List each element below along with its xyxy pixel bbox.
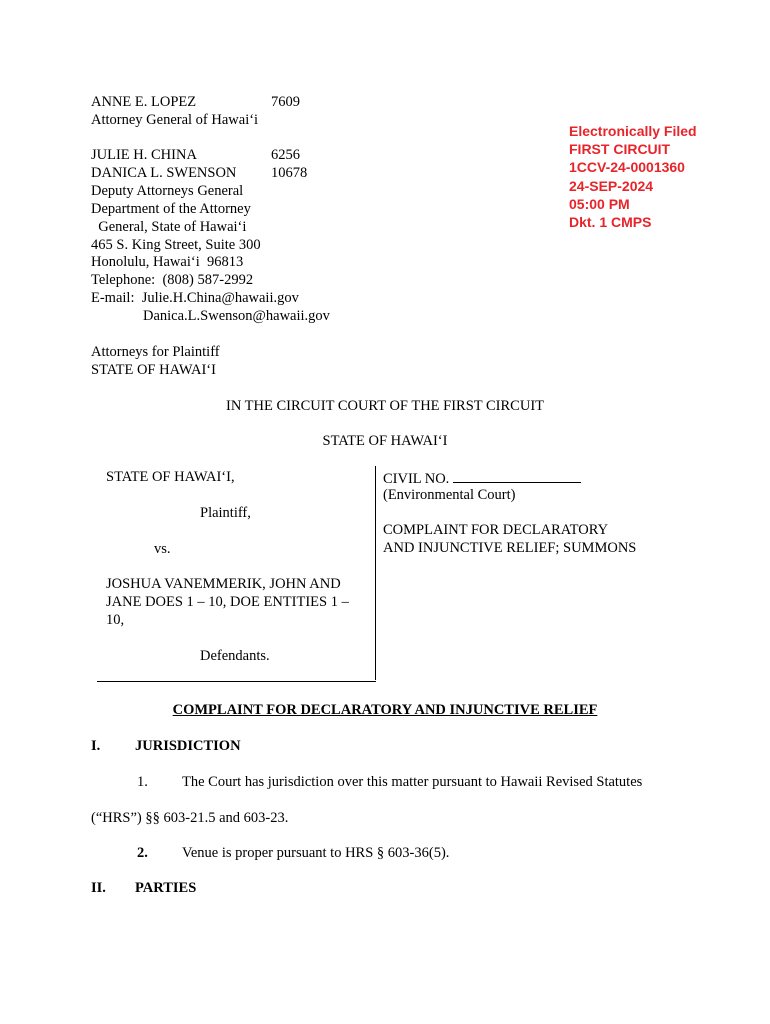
complaint-heading: COMPLAINT FOR DECLARATORY AND INJUNCTIVE RELIEF: [172, 702, 598, 718]
counsel-email-secondary[interactable]: Danica.L.Swenson@hawaii.gov: [143, 308, 330, 324]
section-number: II.: [91, 880, 106, 896]
document-title: COMPLAINT FOR DECLARATORY: [383, 522, 609, 538]
attorneys-for-party: STATE OF HAWAI‘I: [91, 362, 216, 378]
counsel-line: Department of the Attorney: [91, 201, 251, 217]
paragraph-number: 1.: [137, 774, 148, 790]
section-title: PARTIES: [135, 880, 197, 896]
electronic-filing-stamp: [569, 122, 697, 231]
caption-divider-horizontal: [97, 681, 376, 682]
document-title: AND INJUNCTIVE RELIEF; SUMMONS: [383, 540, 637, 556]
attorney-general-bar-number: 7609: [271, 94, 300, 110]
counsel-line: General, State of Hawai‘i: [91, 219, 247, 235]
paragraph-text: The Court has jurisdiction over this matter pursuant to Hawaii Revised Statutes: [182, 774, 643, 790]
caption-defendants: JOSHUA VANEMMERIK, JOHN AND: [106, 576, 341, 592]
deputy-name: DANICA L. SWENSON: [91, 165, 237, 181]
caption-plaintiff: STATE OF HAWAI‘I,: [106, 469, 235, 485]
paragraph-text: (“HRS”) §§ 603-21.5 and 603-23.: [91, 810, 289, 826]
caption-divider-vertical: [375, 466, 376, 680]
attorneys-for-label: Attorneys for Plaintiff: [91, 344, 220, 360]
counsel-line: Deputy Attorneys General: [91, 183, 244, 199]
stamp-docket: Dkt. 1 CMPS: [569, 214, 652, 231]
court-name: IN THE CIRCUIT COURT OF THE FIRST CIRCUIT: [225, 398, 545, 414]
deputy-bar-number: 10678: [271, 165, 308, 181]
stamp-case-number: 1CCV-24-0001360: [569, 159, 685, 176]
court-state: STATE OF HAWAI‘I: [322, 433, 448, 449]
counsel-city: Honolulu, Hawai‘i 96813: [91, 254, 244, 270]
stamp-time: 05:00 PM: [569, 195, 630, 212]
civil-number-blank: [453, 469, 581, 483]
caption-defendants: 10,: [106, 612, 125, 628]
counsel-address: 465 S. King Street, Suite 300: [91, 237, 261, 253]
section-number: I.: [91, 738, 101, 754]
stamp-line: FIRST CIRCUIT: [569, 141, 671, 158]
stamp-date: 24-SEP-2024: [569, 177, 654, 194]
caption-defendants-role: Defendants.: [200, 648, 270, 664]
paragraph-text: Venue is proper pursuant to HRS § 603-36(5).: [182, 845, 450, 861]
civil-number: [383, 469, 581, 489]
caption-plaintiff-role: Plaintiff,: [200, 505, 251, 521]
attorney-general-title: Attorney General of Hawai‘i: [91, 112, 259, 128]
civil-number-label: CIVIL NO.: [383, 471, 450, 487]
counsel-telephone: Telephone: (808) 587-2992: [91, 272, 254, 288]
attorney-general-name: ANNE E. LOPEZ: [91, 94, 197, 110]
section-title: JURISDICTION: [135, 738, 241, 754]
caption-versus: vs.: [154, 541, 171, 557]
counsel-email[interactable]: E-mail: Julie.H.China@hawaii.gov: [91, 290, 299, 306]
caption-defendants: JANE DOES 1 – 10, DOE ENTITIES 1 –: [106, 594, 349, 610]
stamp-line: Electronically Filed: [569, 123, 697, 139]
deputy-bar-number: 6256: [271, 147, 300, 163]
deputy-name: JULIE H. CHINA: [91, 147, 197, 163]
paragraph-number: 2.: [137, 845, 148, 861]
court-type: (Environmental Court): [383, 487, 516, 503]
